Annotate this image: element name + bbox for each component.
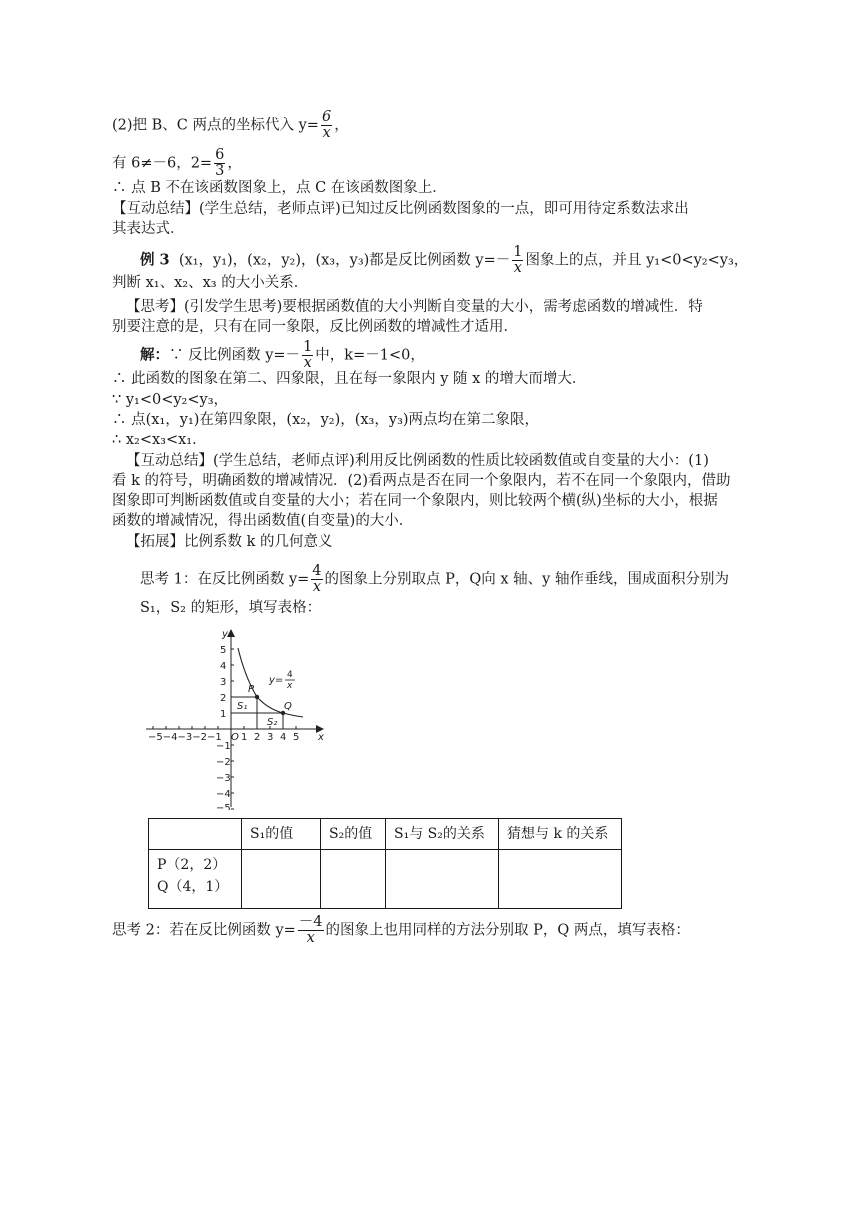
curve-label-num: 4 — [287, 670, 293, 680]
y-tick-label: 3 — [220, 677, 227, 688]
text-line: 例 3 (x₁，y₁)，(x₂，y₂)，(x₃，y₃)都是反比例函数 y=－ $\frac{1}{x}$ 图象上的点，并且 y₁<0<y₂<y₃， — [140, 244, 749, 276]
function-graph — [140, 625, 340, 810]
y-tick-label: −3 — [216, 773, 231, 784]
table-header-cell: 猜想与 k 的关系 — [499, 819, 622, 850]
text-line: 函数的增减情况，得出函数值(自变量)的大小． — [112, 513, 414, 529]
text-line: 思考 2：若在反比例函数 y= $\frac{-4}{x}$ 的图象上也用同样的方法分别取 P，Q 两点，填写表格： — [112, 914, 690, 946]
answer-cell[interactable] — [386, 850, 499, 909]
region-s1-label: S₁ — [237, 701, 248, 712]
y-tick-label: 2 — [220, 693, 227, 704]
text-line: 有 6≠－6，2= $\frac{6}{3}$ ， — [112, 147, 242, 179]
y-tick-label: −2 — [216, 757, 231, 768]
row-label-p: P（2，2） — [157, 857, 227, 873]
text-line: 其表达式． — [112, 221, 185, 237]
answer-cell[interactable] — [321, 850, 386, 909]
text-line: 思考 1：在反比例函数 y= $\frac{4}{x}$ 的图象上分别取点 P，Q向 x 轴、y 轴作垂线，围成面积分别为 — [140, 563, 729, 595]
text-line: 解：∵ 反比例函数 y=－ $\frac{1}{x}$ 中，k=－1<0， — [140, 339, 425, 371]
y-axis-arrow — [227, 629, 235, 637]
text-line: 别要注意的是，只有在同一象限，反比例函数的增减性才适用． — [112, 319, 518, 335]
text-line: ∵ y₁<0<y₂<y₃， — [112, 392, 229, 408]
text-line: ∴ 点 B 不在该函数图象上，点 C 在该函数图象上． — [112, 180, 447, 196]
table-header-row — [149, 819, 622, 850]
text-line: 【互动总结】(学生总结，老师点评)已知过反比例函数图象的一点，即可用待定系数法求出 — [112, 201, 689, 217]
y-tick-label: 5 — [220, 645, 227, 656]
x-tick-label: 5 — [293, 732, 300, 743]
x-tick-label: 1 — [241, 732, 248, 743]
row-label-q: Q（4，1） — [157, 879, 229, 895]
text-line: ∴ x₂<x₃<x₁． — [112, 432, 207, 448]
y-tick-label: −1 — [216, 741, 231, 752]
text-line: 图象即可判断函数值或自变量的大小；若在同一个象限内，则比较两个横(纵)坐标的大小，根据 — [112, 493, 718, 509]
curve-label-den: x — [287, 681, 293, 691]
x-ticks-negative: −5−4−3−2−1 — [148, 732, 222, 743]
y-tick-label: 4 — [220, 661, 227, 672]
text-line: S₁，S₂ 的矩形，填写表格： — [140, 600, 322, 616]
y-tick-label: 1 — [220, 709, 227, 720]
fill-in-table — [148, 818, 622, 909]
text-line: ∴ 点(x₁，y₁)在第四象限，(x₂，y₂)，(x₃，y₃)两点均在第二象限， — [112, 412, 540, 428]
y-tick-label: −4 — [216, 789, 231, 800]
text-line: ∴ 此函数的图象在第二、四象限，且在每一象限内 y 随 x 的增大而增大． — [112, 371, 587, 387]
point-p-label: P — [248, 684, 255, 695]
origin-label: O — [231, 732, 239, 743]
table-row — [149, 850, 622, 909]
text-line: 【互动总结】(学生总结，老师点评)利用反比例函数的性质比较函数值或自变量的大小：(1) — [126, 453, 709, 469]
table-header-cell: S₁的值 — [242, 819, 321, 850]
x-tick-label: 2 — [254, 732, 261, 743]
table-row-label — [149, 850, 242, 909]
curve-label: y= — [269, 675, 284, 686]
y-tick-label: −5 — [216, 803, 231, 810]
text-line: (2)把 B、C 两点的坐标代入 y= $\frac{6}{x}$ ， — [112, 109, 349, 141]
text-line: 判断 x₁、x₂、x₃ 的大小关系． — [112, 275, 309, 291]
y-axis-label: y — [222, 629, 228, 640]
text-line: 【思考】(引发学生思考)要根据函数值的大小判断自变量的大小，需考虑函数的增减性．特 — [126, 299, 703, 315]
table-header-cell: S₂的值 — [321, 819, 386, 850]
point-p-marker — [255, 695, 259, 699]
x-tick-label: 4 — [280, 732, 287, 743]
text-line: 【拓展】比例系数 k 的几何意义 — [126, 534, 333, 550]
region-s2-label: S₂ — [267, 717, 278, 728]
text-line: 看 k 的符号，明确函数的增减情况．(2)看两点是否在同一个象限内，若不在同一个象限内，借助 — [112, 473, 731, 489]
x-axis-label: x — [318, 732, 324, 743]
table-header-cell: S₁与 S₂的关系 — [386, 819, 499, 850]
point-q-label: Q — [284, 701, 292, 712]
table-header-cell — [149, 819, 242, 850]
answer-cell[interactable] — [499, 850, 622, 909]
x-tick-label: 3 — [267, 732, 274, 743]
answer-cell[interactable] — [242, 850, 321, 909]
